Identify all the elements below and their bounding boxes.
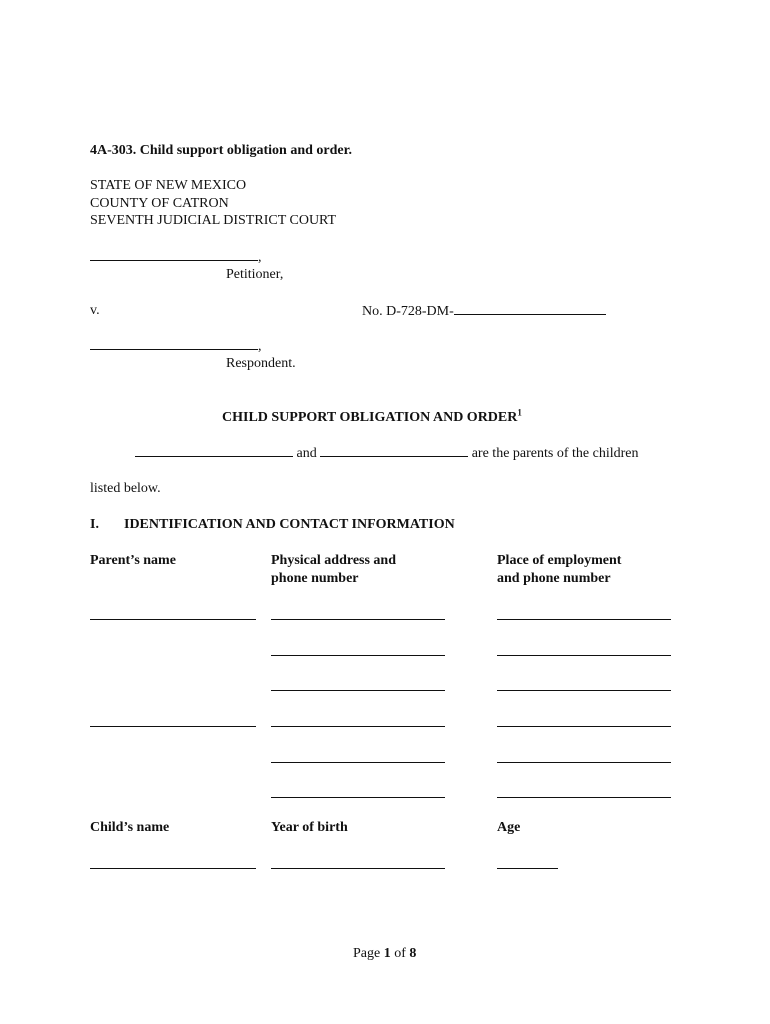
respondent-name-field[interactable] [90,337,262,355]
parent1-address-line3[interactable] [271,690,445,691]
col-employment-line1: Place of employment [497,553,622,568]
document-title-text: CHILD SUPPORT OBLIGATION AND ORDER [222,410,518,425]
county-name: COUNTY OF CATRON [90,196,229,211]
parent2-address-line3[interactable] [271,797,445,798]
col-year-of-birth: Year of birth [271,820,348,835]
intro-and: and [296,446,317,461]
intro-line [135,444,638,462]
case-number-field[interactable] [362,302,606,320]
petitioner-label: Petitioner, [226,267,284,282]
page-footer [353,945,416,962]
col-address-line2: phone number [271,571,359,586]
parent2-employment-line1[interactable] [497,726,671,727]
parent2-address-line2[interactable] [271,762,445,763]
parent1-name-line[interactable] [90,619,256,620]
section-title: IDENTIFICATION AND CONTACT INFORMATION [124,517,455,532]
versus-label: v. [90,303,100,318]
intro-are-parents: are the parents of the children [471,446,639,461]
rule-title: 4A-303. Child support obligation and order. [90,143,353,158]
child-year-of-birth-line[interactable] [271,868,445,869]
parent1-employment-line3[interactable] [497,690,671,691]
parent1-address-line2[interactable] [271,655,445,656]
case-number-prefix: No. D-728-DM- [362,304,454,319]
respondent-blank[interactable] [90,337,258,350]
parent2-blank[interactable] [320,444,468,457]
col-child-name: Child’s name [90,820,170,835]
parent2-employment-line2[interactable] [497,762,671,763]
parent1-address-line1[interactable] [271,619,445,620]
intro-listed-below: listed below. [90,481,161,496]
petitioner-blank[interactable] [90,248,258,261]
child-name-line[interactable] [90,868,256,869]
footnote-marker: 1 [517,407,522,418]
child-age-line[interactable] [497,868,558,869]
parent1-employment-line1[interactable] [497,619,671,620]
page-current: 1 [383,946,391,961]
page-word: Page [353,946,381,961]
section-number: I. [90,517,99,532]
petitioner-name-field[interactable] [90,248,262,266]
of-word: of [394,946,406,961]
respondent-label: Respondent. [226,356,296,371]
parent2-name-line[interactable] [90,726,256,727]
parent2-employment-line3[interactable] [497,797,671,798]
parent2-address-line1[interactable] [271,726,445,727]
col-address-line1: Physical address and [271,553,396,568]
parent1-blank[interactable] [135,444,293,457]
respondent-comma: , [258,339,262,354]
court-name: SEVENTH JUDICIAL DISTRICT COURT [90,213,337,228]
case-number-blank[interactable] [454,302,606,315]
petitioner-comma: , [258,250,262,265]
col-parent-name: Parent’s name [90,553,176,568]
state-name: STATE OF NEW MEXICO [90,178,247,193]
document-title [222,409,522,426]
col-employment-line2: and phone number [497,571,611,586]
parent1-employment-line2[interactable] [497,655,671,656]
col-age: Age [497,820,521,835]
page-total: 8 [409,946,417,961]
